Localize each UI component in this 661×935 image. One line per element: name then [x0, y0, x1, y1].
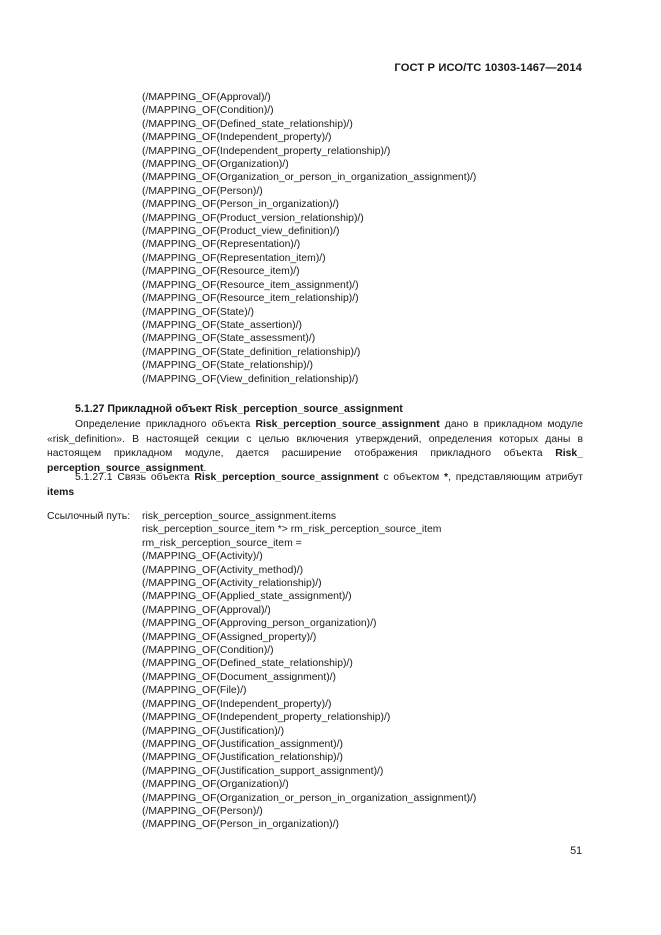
subsection-entity: Risk_perception_source_assignment: [194, 472, 379, 483]
mapping-line: (/MAPPING_OF(Activity_method)/): [142, 564, 304, 576]
subsection-paragraph: [47, 471, 583, 500]
mapping-line: (/MAPPING_OF(Organization_or_person_in_organization_assignment)/): [142, 172, 477, 184]
mapping-line: (/MAPPING_OF(Person_in_organization)/): [142, 199, 339, 211]
mapping-line: (/MAPPING_OF(Resource_item)/): [142, 266, 300, 278]
mapping-line: (/MAPPING_OF(View_definition_relationship)/): [142, 373, 359, 385]
mapping-line: (/MAPPING_OF(Person_in_organization)/): [142, 819, 339, 831]
mapping-line: (/MAPPING_OF(Approving_person_organization)/): [142, 618, 377, 630]
reference-path-lines: [142, 510, 476, 832]
mapping-line: (/MAPPING_OF(Person)/): [142, 185, 263, 197]
subsection-number: 5.1.27.1 Связь объекта: [75, 472, 195, 483]
mapping-line: (/MAPPING_OF(Defined_state_relationship)/): [142, 658, 353, 670]
subsection-text-2: , представляющим атрибут: [448, 472, 583, 483]
mapping-line: (/MAPPING_OF(Person)/): [142, 805, 263, 817]
mapping-line: (/MAPPING_OF(Approval)/): [142, 604, 271, 616]
entity-name-extended: Risk_ perception_source_assignment: [47, 448, 583, 474]
mapping-line: (/MAPPING_OF(File)/): [142, 685, 247, 697]
mapping-line: (/MAPPING_OF(Approval)/): [142, 92, 271, 103]
mapping-line: (/MAPPING_OF(State_assessment)/): [142, 333, 316, 345]
mapping-line: (/MAPPING_OF(Defined_state_relationship)/): [142, 118, 353, 130]
reference-path-label: Ссылочный путь:: [47, 511, 131, 522]
definition-text-start: Определение прикладного объекта: [75, 419, 256, 430]
definition-text-middle: дано в прикладном модуле «risk_definition». В настоящей секции с целью включения утверждений, определения которых даны в настоящем прикладном модуле, дается расширение отображения прикладного объекта: [47, 419, 584, 460]
mapping-line: (/MAPPING_OF(Independent_property_relationship)/): [142, 145, 391, 157]
attribute-name: items: [47, 486, 75, 498]
mapping-line: (/MAPPING_OF(Activity_relationship)/): [142, 578, 322, 590]
mapping-line: (/MAPPING_OF(Condition)/): [142, 645, 274, 657]
mapping-list-top: [142, 91, 476, 386]
mapping-line: (/MAPPING_OF(Resource_item_relationship)/): [142, 293, 359, 305]
subsection-text: с объектом: [378, 472, 445, 483]
mapping-line: (/MAPPING_OF(Organization)/): [142, 779, 289, 791]
mapping-line: (/MAPPING_OF(Assigned_property)/): [142, 631, 317, 643]
mapping-line: (/MAPPING_OF(Representation)/): [142, 239, 301, 251]
mapping-line: (/MAPPING_OF(Document_assignment)/): [142, 671, 337, 683]
entity-name: Risk_perception_source_assignment: [255, 419, 440, 430]
subsection-target: *: [444, 472, 449, 483]
mapping-line: rm_risk_perception_source_item =: [142, 537, 302, 549]
mapping-line: (/MAPPING_OF(Resource_item_assignment)/): [142, 279, 359, 291]
mapping-line: (/MAPPING_OF(Applied_state_assignment)/): [142, 591, 352, 603]
mapping-line: (/MAPPING_OF(Product_view_definition)/): [142, 226, 340, 238]
mapping-line: (/MAPPING_OF(State_assertion)/): [142, 319, 302, 331]
mapping-line: (/MAPPING_OF(Justification)/): [142, 725, 285, 737]
mapping-line: (/MAPPING_OF(Justification_support_assignment)/): [142, 765, 384, 777]
mapping-line: (/MAPPING_OF(Organization_or_person_in_organization_assignment)/): [142, 792, 477, 804]
document-header: ГОСТ Р ИСО/ТС 10303-1467—2014: [394, 62, 582, 74]
definition-text-end: .: [203, 462, 207, 474]
section-title: 5.1.27 Прикладной объект Risk_perception_source_assignment: [75, 403, 403, 415]
mapping-line: (/MAPPING_OF(Activity)/): [142, 551, 263, 563]
mapping-line: (/MAPPING_OF(Representation_item)/): [142, 252, 326, 264]
mapping-line: (/MAPPING_OF(Justification_assignment)/): [142, 738, 343, 750]
mapping-line: risk_perception_source_assignment.items: [142, 511, 337, 522]
mapping-line: (/MAPPING_OF(Product_version_relationship)/): [142, 212, 364, 224]
page-number: 51: [570, 845, 582, 857]
mapping-line: (/MAPPING_OF(Organization)/): [142, 159, 289, 171]
mapping-line: (/MAPPING_OF(Independent_property)/): [142, 132, 332, 144]
mapping-line: (/MAPPING_OF(Independent_property_relationship)/): [142, 712, 391, 724]
mapping-line: (/MAPPING_OF(Condition)/): [142, 105, 274, 117]
mapping-line: risk_perception_source_item *> rm_risk_perception_source_item: [142, 524, 442, 536]
mapping-line: (/MAPPING_OF(State_relationship)/): [142, 360, 313, 372]
mapping-line: (/MAPPING_OF(State_definition_relationship)/): [142, 346, 361, 358]
definition-paragraph: [47, 418, 583, 476]
mapping-line: (/MAPPING_OF(Independent_property)/): [142, 698, 332, 710]
mapping-line: (/MAPPING_OF(State)/): [142, 306, 255, 318]
mapping-line: (/MAPPING_OF(Justification_relationship)/): [142, 752, 343, 764]
